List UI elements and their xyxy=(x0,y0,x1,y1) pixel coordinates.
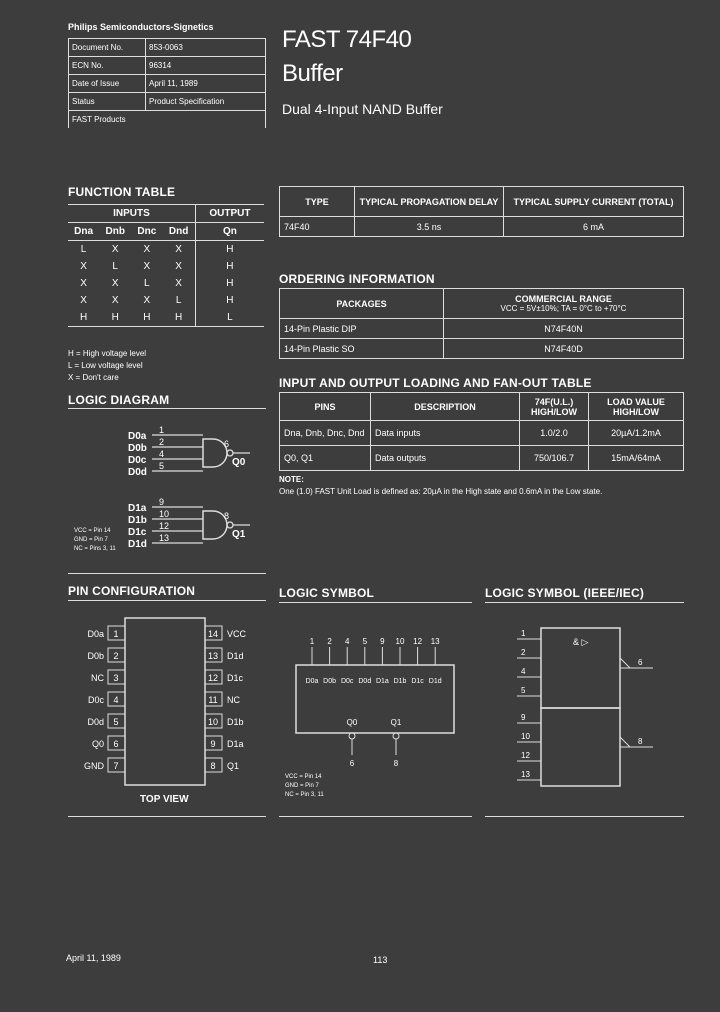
pin-number-right: 12 xyxy=(207,673,219,683)
input-label: D0a xyxy=(128,431,147,442)
ft-cell: X xyxy=(80,278,87,289)
ft-cell: L xyxy=(162,292,195,309)
type-value: 74F40 xyxy=(280,217,355,237)
pin-number-right: 10 xyxy=(207,717,219,727)
ieee-pin-number: 2 xyxy=(521,648,526,657)
input-label: D1d xyxy=(128,539,147,550)
ft-cell: H xyxy=(162,309,195,327)
input-pin-number: 9 xyxy=(159,497,165,507)
footer-date: April 11, 1989 xyxy=(66,953,121,963)
pin-name-left: NC xyxy=(91,673,104,683)
ft-cell: X xyxy=(80,261,87,272)
ls-power-notes xyxy=(285,773,324,800)
input-label: D0b xyxy=(128,443,147,454)
ft-cell: X xyxy=(162,241,195,259)
ieee-symbol-title: LOGIC SYMBOL (IEEE/IEC) xyxy=(485,586,645,600)
pin-name-right: D1b xyxy=(227,717,244,727)
part-type: Buffer xyxy=(282,60,343,87)
ft-col-head: Dnb xyxy=(105,226,125,237)
note-dontcare: X = Don't care xyxy=(68,373,119,382)
doc-info-row xyxy=(69,93,266,111)
ft-cell: L xyxy=(80,244,87,255)
pin-name-left: GND xyxy=(84,761,104,771)
ic-body xyxy=(125,618,205,785)
loading-table xyxy=(279,392,684,471)
pin-number-left: 3 xyxy=(113,673,119,683)
pin-number-left: 5 xyxy=(113,717,119,727)
ieee-pin-number: 1 xyxy=(521,629,526,638)
ls-pin-number: 13 xyxy=(430,637,440,646)
doc-info-row xyxy=(69,39,266,57)
loading-cell: 20µA/1.2mA xyxy=(589,421,684,446)
logic-symbol-title: LOGIC SYMBOL xyxy=(279,586,375,600)
pin-number-right: 14 xyxy=(207,629,219,639)
ls-output-pin: 6 xyxy=(349,759,355,768)
ft-row xyxy=(68,258,264,275)
ft-row xyxy=(68,241,264,259)
function-table xyxy=(68,204,264,327)
ft-col-head: Dnc xyxy=(137,226,157,237)
logic-symbol-body xyxy=(296,665,454,733)
loading-cell: 1.0/2.0 xyxy=(520,421,589,446)
ft-cell: X xyxy=(80,295,87,306)
ls-power-vcc: VCC = Pin 14 xyxy=(285,774,322,780)
ft-cell: H xyxy=(143,312,151,323)
ls-power-gnd: GND = Pin 7 xyxy=(285,783,319,789)
ieee-and-marker: & ▷ xyxy=(573,637,589,647)
current-value: 6 mA xyxy=(504,217,684,237)
ls-input-label: D1c xyxy=(411,678,424,685)
output-head: OUTPUT xyxy=(195,205,264,223)
ft-row xyxy=(68,309,264,327)
loading-cell: Dna, Dnb, Dnc, Dnd xyxy=(280,421,371,446)
pin-number-right: 8 xyxy=(210,761,216,771)
ieee-output-pin: 6 xyxy=(638,658,643,667)
doc-footer: FAST Products xyxy=(69,111,266,129)
input-label: D0d xyxy=(128,467,147,478)
output-pin-number: 6 xyxy=(224,439,230,449)
loading-cell: Data outputs xyxy=(371,446,520,471)
power-vcc: VCC = Pin 14 xyxy=(74,528,111,534)
ft-cell: X xyxy=(143,295,151,306)
ls-input-label: D0a xyxy=(305,678,319,685)
ieee-output-triangle xyxy=(620,737,630,747)
loading-cell: Data inputs xyxy=(371,421,520,446)
input-pin-number: 12 xyxy=(159,521,170,531)
pin-name-right: Q1 xyxy=(227,761,240,771)
input-pin-number: 5 xyxy=(159,461,165,471)
ls-pin-number: 4 xyxy=(344,637,350,646)
input-pin-number: 10 xyxy=(159,509,170,519)
output-label: Q0 xyxy=(232,457,246,468)
pin-name-right: VCC xyxy=(227,629,247,639)
ieee-block-1 xyxy=(541,708,620,786)
desc-head: DESCRIPTION xyxy=(371,393,520,421)
order-code-cell: N74F40N xyxy=(444,319,684,339)
ordering-title: ORDERING INFORMATION xyxy=(279,272,435,286)
doc-info-value: April 11, 1989 xyxy=(146,75,266,93)
ls-bubble xyxy=(393,733,399,739)
pins-head: PINS xyxy=(280,393,371,421)
pin-name-left: D0d xyxy=(87,717,104,727)
part-title: FAST 74F40 xyxy=(282,26,412,53)
input-pin-number: 1 xyxy=(159,425,165,435)
ieee-pin-number: 10 xyxy=(521,732,530,741)
pin-number-left: 2 xyxy=(113,651,119,661)
delay-head: TYPICAL PROPAGATION DELAY xyxy=(355,187,504,217)
doc-info-label: Date of Issue xyxy=(69,75,146,93)
ls-pin-number: 5 xyxy=(362,637,368,646)
inversion-bubble xyxy=(227,450,233,456)
pin-name-right: D1c xyxy=(227,673,244,683)
ls-pin-number: 10 xyxy=(395,637,405,646)
ft-cell: X xyxy=(162,258,195,275)
ft-col-head: Qn xyxy=(222,226,237,237)
inversion-bubble xyxy=(227,522,233,528)
ieee-pin-number: 13 xyxy=(521,770,530,779)
ieee-pin-number: 4 xyxy=(521,667,526,676)
order-code-cell: N74F40D xyxy=(444,339,684,359)
part-subtitle: Dual 4-Input NAND Buffer xyxy=(282,101,443,117)
pin-number-left: 1 xyxy=(113,629,119,639)
power-notes xyxy=(74,527,116,554)
range-head-1: COMMERCIAL RANGE xyxy=(515,294,612,304)
company-name: Philips Semiconductors-Signetics xyxy=(68,22,214,32)
pin-number-left: 7 xyxy=(113,761,119,771)
ls-pin-number: 12 xyxy=(413,637,423,646)
doc-info-value: Product Specification xyxy=(146,93,266,111)
ft-row xyxy=(68,275,264,292)
ls-input-label: D0d xyxy=(358,678,372,685)
ft-cell: L xyxy=(144,278,150,289)
function-table-title: FUNCTION TABLE xyxy=(68,185,176,199)
ls-bubble xyxy=(349,733,355,739)
pin-name-left: D0a xyxy=(87,629,104,639)
ieee-pin-number: 9 xyxy=(521,713,526,722)
pin-config-frame xyxy=(68,600,266,817)
loading-row xyxy=(280,446,684,471)
ls-input-label: D1d xyxy=(428,678,442,685)
power-gnd: GND = Pin 7 xyxy=(74,537,108,543)
logic-diagram-title: LOGIC DIAGRAM xyxy=(68,393,170,407)
logic-symbol-frame xyxy=(279,602,472,817)
ft-cell: X xyxy=(143,244,151,255)
pin-number-left: 4 xyxy=(113,695,119,705)
inputs-head: INPUTS xyxy=(68,205,195,223)
pin-number-left: 6 xyxy=(113,739,119,749)
input-label: D1b xyxy=(128,515,147,526)
ls-output-label: Q1 xyxy=(390,718,402,727)
loading-title: INPUT AND OUTPUT LOADING AND FAN-OUT TABLE xyxy=(279,376,592,390)
ordering-row xyxy=(280,319,684,339)
ft-cell: X xyxy=(111,244,119,255)
doc-info-label: Document No. xyxy=(69,39,146,57)
loading-note-title: NOTE: xyxy=(279,475,304,484)
ls-input-label: D0b xyxy=(323,678,337,685)
current-head: TYPICAL SUPPLY CURRENT (TOTAL) xyxy=(504,187,684,217)
ul-head: 74F(U.L.) HIGH/LOW xyxy=(520,393,589,421)
ieee-symbol-frame xyxy=(485,602,684,817)
delay-value: 3.5 ns xyxy=(355,217,504,237)
package-cell: 14-Pin Plastic DIP xyxy=(280,319,444,339)
ft-cell: H xyxy=(226,244,234,255)
ft-cell: H xyxy=(226,261,234,272)
load-head: LOAD VALUE HIGH/LOW xyxy=(589,393,684,421)
note-low: L = Low voltage level xyxy=(68,361,143,370)
ls-pin-number: 1 xyxy=(309,637,315,646)
ft-cell: X xyxy=(111,295,119,306)
pin-name-right: D1a xyxy=(227,739,244,749)
function-notes xyxy=(68,348,146,384)
ft-cell: L xyxy=(227,312,233,323)
note-high: H = High voltage level xyxy=(68,349,147,358)
ft-cell: L xyxy=(112,261,118,272)
pin-name-left: D0b xyxy=(87,651,104,661)
pin-config-svg xyxy=(68,601,266,816)
ft-cell: X xyxy=(143,261,151,272)
loading-cell: 15mA/64mA xyxy=(589,446,684,471)
ft-cell: X xyxy=(111,278,119,289)
ft-col-head: Dnd xyxy=(162,223,195,241)
pin-number-right: 11 xyxy=(208,695,218,705)
ft-cell: H xyxy=(111,312,119,323)
pin-name-left: Q0 xyxy=(91,739,104,749)
doc-info-label: Status xyxy=(69,93,146,111)
doc-info-label: ECN No. xyxy=(69,57,146,75)
output-pin-number: 8 xyxy=(224,511,230,521)
input-pin-number: 4 xyxy=(159,449,165,459)
doc-info-row xyxy=(69,57,266,75)
loading-note: One (1.0) FAST Unit Load is defined as: 20µA in the High state and 0.6mA in the Low state. xyxy=(279,487,603,496)
pin-config-title: PIN CONFIGURATION xyxy=(68,584,196,598)
ls-input-label: D0c xyxy=(340,678,354,685)
ieee-pin-number: 12 xyxy=(521,751,530,760)
loading-row xyxy=(280,421,684,446)
ft-cell: X xyxy=(162,275,195,292)
ieee-pin-number: 5 xyxy=(521,686,526,695)
pin-name-right: NC xyxy=(227,695,240,705)
input-label: D0c xyxy=(128,455,147,466)
doc-info-value: 853-0063 xyxy=(146,39,266,57)
top-view-label: TOP VIEW xyxy=(140,794,189,805)
ieee-output-pin: 8 xyxy=(638,737,643,746)
range-head-2: VCC = 5V±10%; TA = 0°C to +70°C xyxy=(500,304,627,313)
ls-input-label: D1a xyxy=(375,678,389,685)
ls-pin-number: 2 xyxy=(327,637,332,646)
ordering-table xyxy=(279,288,684,359)
power-nc: NC = Pins 3, 11 xyxy=(74,546,116,552)
ls-pin-number: 9 xyxy=(380,637,385,646)
footer-page: 113 xyxy=(373,955,388,965)
ls-output-pin: 8 xyxy=(393,759,399,768)
input-label: D1a xyxy=(128,503,147,514)
ls-output-label: Q0 xyxy=(346,718,358,727)
ft-col-head: Dna xyxy=(74,226,94,237)
ft-cell: H xyxy=(226,295,234,306)
pin-name-left: D0c xyxy=(87,695,104,705)
ls-power-nc: NC = Pin 3, 11 xyxy=(285,792,324,798)
range-head xyxy=(444,289,684,319)
doc-info-row xyxy=(69,75,266,93)
type-head: TYPE xyxy=(280,187,355,217)
ordering-row xyxy=(280,339,684,359)
ieee-output-triangle xyxy=(620,658,630,668)
ft-row xyxy=(68,292,264,309)
package-cell: 14-Pin Plastic SO xyxy=(280,339,444,359)
input-pin-number: 13 xyxy=(159,533,170,543)
pin-number-right: 13 xyxy=(207,651,219,661)
ls-input-label: D1b xyxy=(393,678,407,685)
input-pin-number: 2 xyxy=(159,437,165,447)
packages-head: PACKAGES xyxy=(280,289,444,319)
loading-cell: 750/106.7 xyxy=(520,446,589,471)
input-label: D1c xyxy=(128,527,147,538)
ieee-symbol-svg xyxy=(485,603,684,816)
ft-cell: H xyxy=(79,312,88,323)
output-label: Q1 xyxy=(232,529,246,540)
pin-number-right: 9 xyxy=(210,739,216,749)
doc-info-value: 96314 xyxy=(146,57,266,75)
type-table xyxy=(279,186,684,237)
ft-cell: H xyxy=(226,278,234,289)
document-info-table xyxy=(68,38,266,128)
pin-name-right: D1d xyxy=(227,651,244,661)
loading-cell: Q0, Q1 xyxy=(280,446,371,471)
